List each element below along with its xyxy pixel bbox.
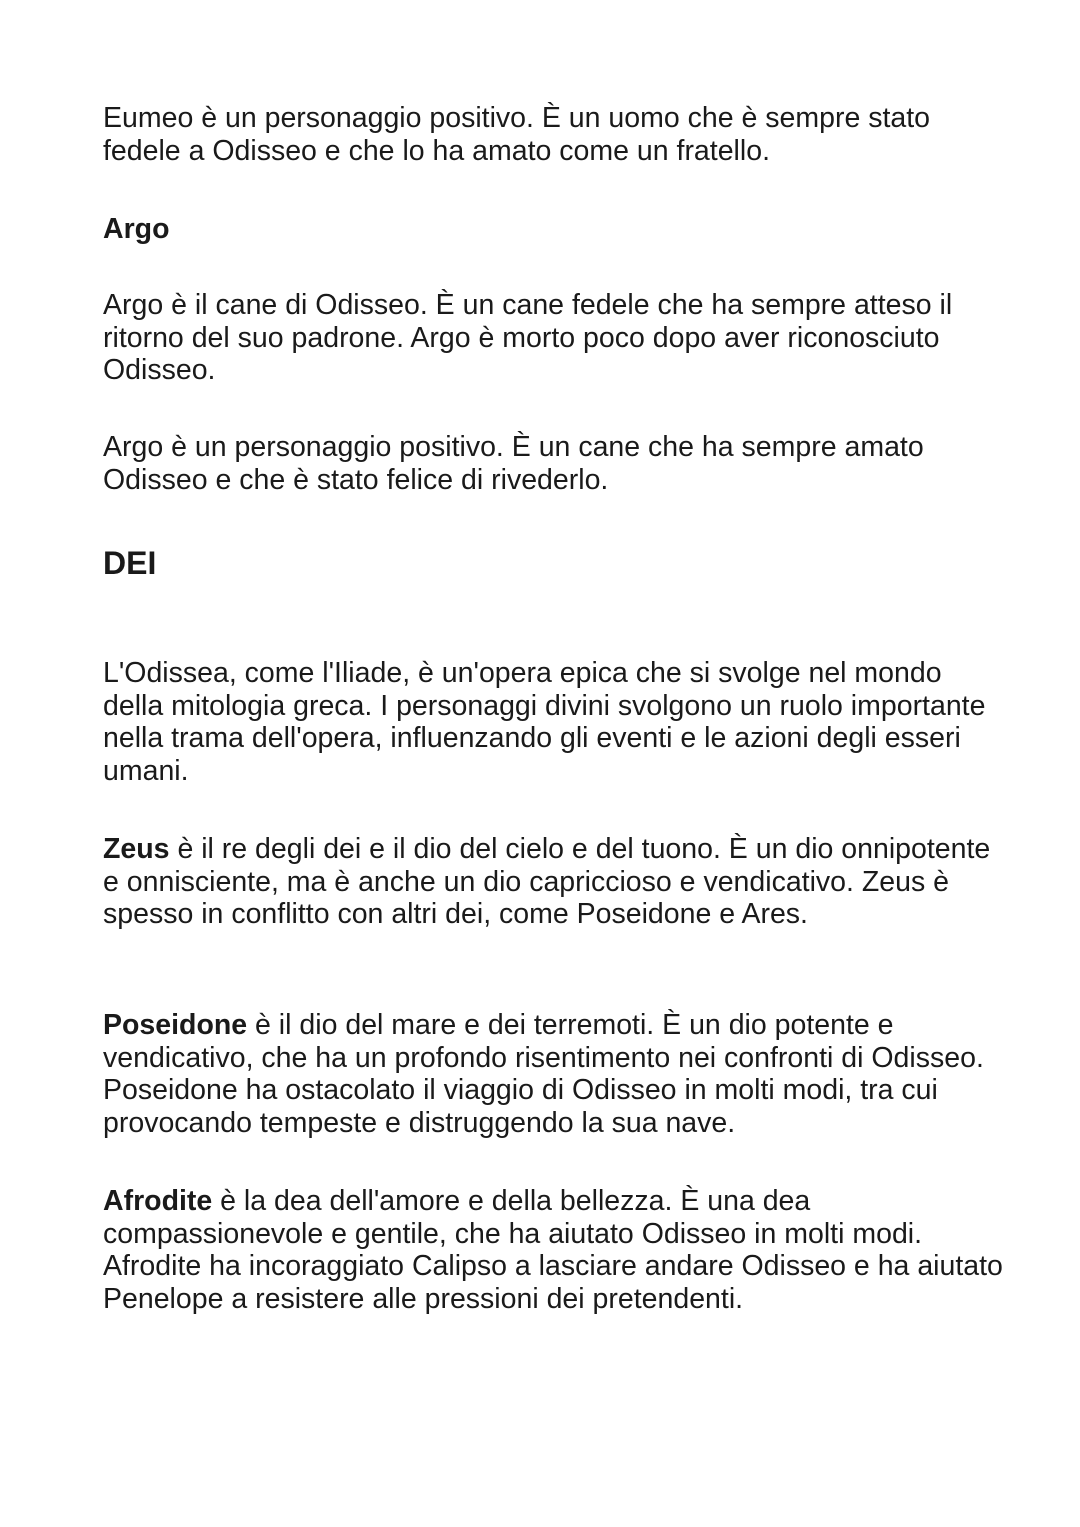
zeus-name: Zeus	[103, 833, 170, 865]
poseidone-name: Poseidone	[103, 1009, 248, 1041]
afrodite-paragraph	[103, 1185, 1003, 1316]
zeus-text: è il re degli dei e il dio del cielo e del tuono. È un dio onnipotente e onnisciente, ma è anche un dio capriccioso e vendicativo. Zeus è spesso in conflitto con altri dei, come Poseidone e Ares.	[103, 833, 991, 931]
eumeo-summary-paragraph: Eumeo è un personaggio positivo. È un uomo che è sempre stato fedele a Odisseo e che lo ha amato come un fratello.	[103, 102, 931, 167]
zeus-paragraph	[103, 833, 1003, 931]
argo-description-paragraph: Argo è il cane di Odisseo. È un cane fedele che ha sempre atteso il ritorno del suo padrone. Argo è morto poco dopo aver riconosciuto Odisseo.	[103, 289, 953, 387]
dei-intro-paragraph: L'Odissea, come l'Iliade, è un'opera epica che si svolge nel mondo della mitologia greca. I personaggi divini svolgono un ruolo importante nella trama dell'opera, influenzando gli eventi e le azioni degli esseri umani.	[103, 657, 986, 788]
poseidone-text: è il dio del mare e dei terremoti. È un dio potente e vendicativo, che ha un profondo risentimento nei confronti di Odisseo. Poseidone ha ostacolato il viaggio di Odisseo in molti modi, tra cui provocando tempeste e distruggendo la sua nave.	[103, 1009, 984, 1140]
afrodite-text: è la dea dell'amore e della bellezza. È una dea compassionevole e gentile, che ha aiutato Odisseo in molti modi. Afrodite ha incoraggiato Calipso a lasciare andare Odisseo e ha aiutato Penelope a resistere alle pressioni dei pretendenti.	[103, 1185, 1003, 1316]
argo-heading: Argo	[103, 213, 170, 245]
argo-summary-paragraph: Argo è un personaggio positivo. È un cane che ha sempre amato Odisseo e che è stato felice di rivederlo.	[103, 431, 924, 496]
dei-section-title: DEI	[103, 545, 157, 581]
afrodite-name: Afrodite	[103, 1185, 213, 1217]
poseidone-paragraph	[103, 1009, 1003, 1140]
